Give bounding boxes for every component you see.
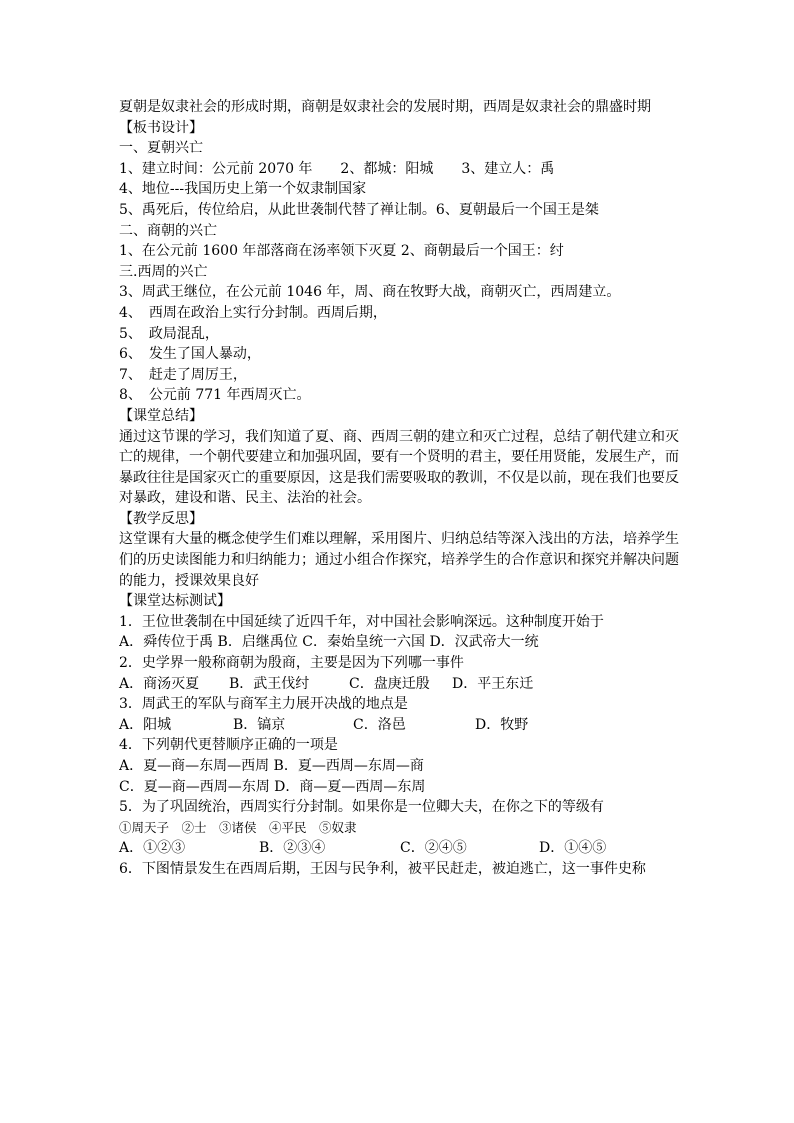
question-4: 4．下列朝代更替顺序正确的一项是	[119, 737, 338, 754]
question-6: 6．下图情景发生在西周后期，王因与民争利，被平民赶走，被迫逃亡，这一事件史称	[119, 860, 646, 877]
outline-line: 1、在公元前 1600 年部落商在汤率领下灭夏 2、商朝最后一个国王：纣	[119, 243, 564, 260]
option-b: B．武王伐纣	[229, 675, 310, 692]
question-5-options	[119, 838, 679, 859]
option-c: C．②④⑤	[400, 840, 467, 857]
section-heading-board-design: 【板书设计】	[119, 119, 203, 136]
outline-line: 6、 发生了国人暴动，	[119, 346, 261, 363]
question-1: 1．王位世袭制在中国延续了近四千年，对中国社会影响深远。这种制度开始于	[119, 613, 604, 630]
question-5-items: ①周天子 ②士 ③诸侯 ④平民 ⑤奴隶	[119, 819, 357, 835]
section-heading-summary: 【课堂总结】	[119, 407, 203, 424]
question-2: 2．史学界一般称商朝为殷商，主要是因为下列哪一事件	[119, 655, 464, 672]
question-3-options	[119, 715, 679, 736]
outline-line: 3、周武王继位，在公元前 1046 年，周、商在牧野大战，商朝灭亡，西周建立。	[119, 284, 621, 301]
summary-paragraph: 通过这节课的学习，我们知道了夏、商、西周三朝的建立和灭亡过程，总结了朝代建立和灭亡的规律，一个朝代要建立和加强巩固，要有一个贤明的君主，要任用贤能，发展生产，而暴政往往是国家灭亡的重要原因，这是我们需要吸取的教训，不仅是以前，现在我们也要反对暴政，建设和谐、民主、法治的社会。	[119, 428, 679, 507]
option-c: C．洛邑	[353, 716, 406, 733]
section-heading-reflection: 【教学反思】	[119, 510, 203, 527]
outline-line: 5、禹死后，传位给启，从此世袭制代替了禅让制。6、夏朝最后一个国王是桀	[119, 201, 599, 218]
outline-line: 8、 公元前 771 年西周灭亡。	[119, 387, 311, 404]
outline-line: 7、 赶走了周厉王，	[119, 366, 247, 383]
option-b: B．②③④	[259, 840, 326, 857]
outline-line: 4、地位---我国历史上第一个奴隶制国家	[119, 181, 367, 198]
reflection-paragraph: 这堂课有大量的概念使学生们难以理解，采用图片、归纳总结等深入浅出的方法，培养学生们的历史读图能力和归纳能力；通过小组合作探究，培养学生的合作意识和探究并解决问题的能力，授课效果良好	[119, 531, 679, 589]
option-a: A．①②③	[119, 840, 186, 857]
question-2-options	[119, 674, 679, 695]
question-4-options-cd: C．夏—商—西周—东周 D．商—夏—西周—东周	[119, 778, 426, 795]
option-d: D．平王东迁	[452, 675, 534, 692]
option-d: D．牧野	[475, 716, 529, 733]
option-b: B．镐京	[233, 716, 286, 733]
option-c: C．盘庚迁殷	[349, 675, 430, 692]
intro-line: 夏朝是奴隶社会的形成时期，商朝是奴隶社会的发展时期，西周是奴隶社会的鼎盛时期	[119, 99, 651, 115]
option-a: A．商汤灭夏	[119, 675, 200, 692]
outline-line: 5、 政局混乱，	[119, 325, 219, 342]
question-1-options: A．舜传位于禹 B．启继禹位 C．秦始皇统一六国 D．汉武帝大一统	[119, 634, 539, 651]
question-4-options-ab: A．夏—商—东周—西周 B．夏—西周—东周—商	[119, 758, 424, 774]
section-heading-test: 【课堂达标测试】	[119, 593, 231, 610]
question-3: 3．周武王的军队与商军主力展开决战的地点是	[119, 696, 408, 713]
outline-heading-xia: 一、夏朝兴亡	[119, 140, 203, 157]
question-5: 5．为了巩固统治，西周实行分封制。如果你是一位卿大夫，在你之下的等级有	[119, 799, 604, 816]
outline-heading-xizhou: 三.西周的兴亡	[119, 263, 208, 280]
outline-line: 1、建立时间：公元前 2070 年 2、都城：阳城 3、建立人：禹	[119, 160, 555, 177]
outline-line: 4、 西周在政治上实行分封制。西周后期，	[119, 304, 387, 321]
outline-heading-shang: 二、商朝的兴亡	[119, 222, 217, 239]
option-d: D．①④⑤	[539, 840, 607, 857]
option-a: A．阳城	[119, 716, 172, 733]
document-page	[119, 97, 679, 880]
